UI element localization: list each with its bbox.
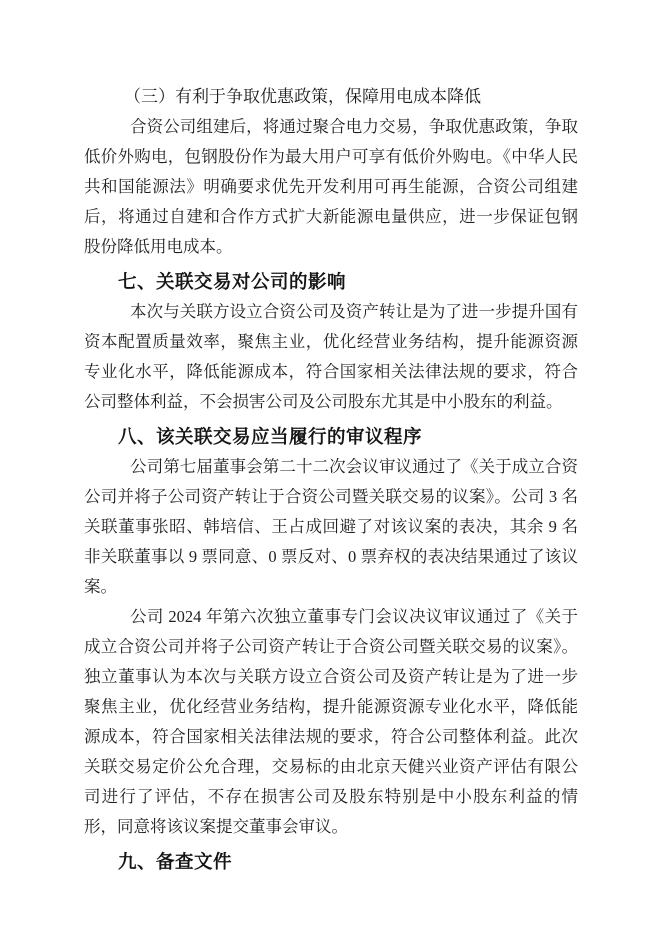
section-heading-9-reference-documents: 九、备查文件 xyxy=(118,851,233,872)
paragraph-independent-directors-review: 公司 2024 年第六次独立董事专门会议决议审议通过了《关于成立合资公司并将子公司资产转让于合资公司暨关联交易的议案》。独立董事认为本次与关联方设立合资公司及资产转让是为了进一步聚焦主业，优化经营业务结构，提升能源资源专业化水平，降低能源成本，符合国家相关法律法规的要求，符合公司整体利益。此次关联交易定价公允合理，交易标的由北京天健兴业资产评估有限公司进行了评估，不存在损害公司及股东特别是中小股东利益的情形，同意将该议案提交董事会审议。 xyxy=(84,607,578,836)
section-heading-7-impact: 七、关联交易对公司的影响 xyxy=(118,271,347,292)
paragraph-board-review: 公司第七届董事会第二十二次会议审议通过了《关于成立合资公司并将子公司资产转让于合资公司暨关联交易的议案》。公司 3 名关联董事张昭、韩培信、王占成回避了对该议案的表决，其余 9 名非关联董事以 9 票同意、0 票反对、0 票弃权的表决结果通过了该议案。 xyxy=(84,457,578,596)
section-heading-8-review-procedure: 八、该关联交易应当履行的审议程序 xyxy=(118,426,423,447)
paragraph-impact-on-company: 本次与关联方设立合资公司及资产转让是为了进一步提升国有资本配置质量效率，聚焦主业，优化经营业务结构，提升能源资源专业化水平，降低能源成本，符合国家相关法律法规的要求，符合公司整体利益，不会损害公司及公司股东尤其是中小股东的利益。 xyxy=(84,302,578,411)
paragraph-policy-benefit: 合资公司组建后，将通过聚合电力交易，争取优惠政策，争取低价外购电，包钢股份作为最大用户可享有低价外购电。《中华人民共和国能源法》明确要求优先开发利用可再生能源，合资公司组建后，将通过自建和合作方式扩大新能源电量供应，进一步保证包钢股份降低用电成本。 xyxy=(84,117,578,256)
subsection-heading-3: （三）有利于争取优惠政策，保障用电成本降低 xyxy=(124,87,481,106)
